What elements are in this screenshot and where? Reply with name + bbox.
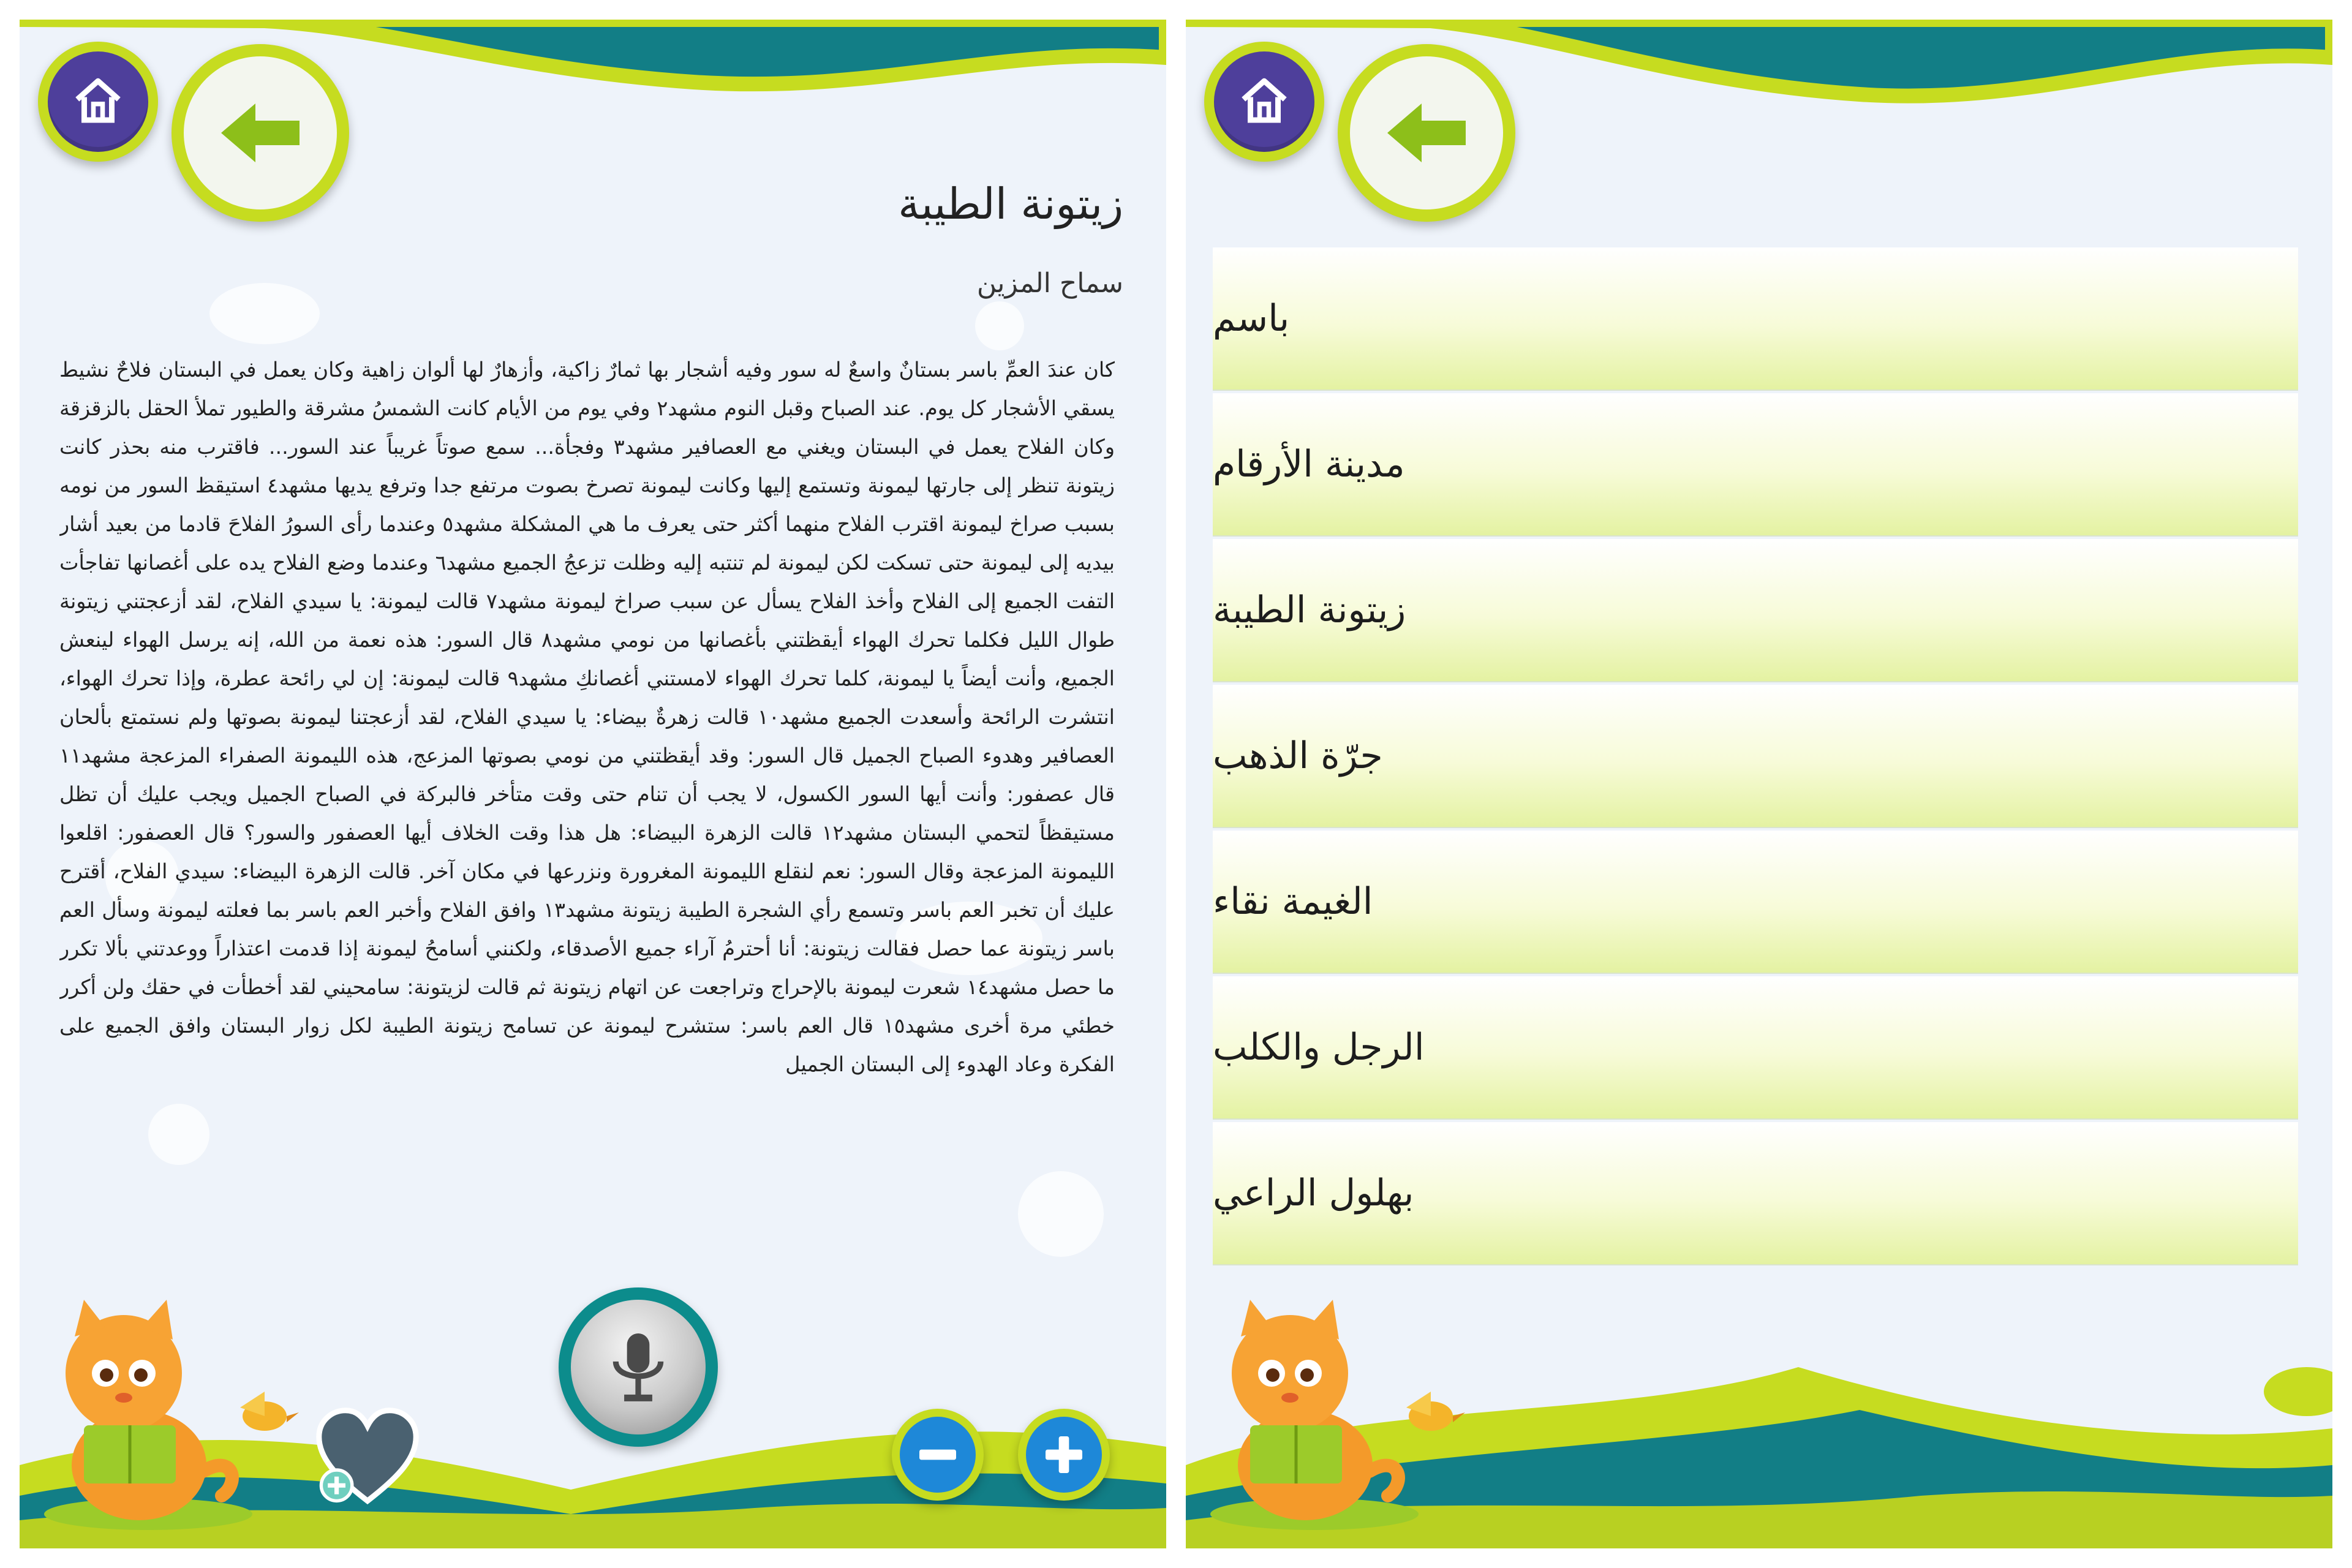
microphone-icon bbox=[605, 1327, 672, 1407]
story-text: كان عندَ العمِّ باسر بستانٌ واسعٌ له سور وفيه أشجار بها ثمارٌ زاكية، وأزهارٌ لها ألوان زاهية وكان يعمل في البستان فلاحٌ نشيط يسقي الأشجار كل يوم. عند الصباح وقبل النوم مشهد٢ وفي يوم من الأيام كانت الشمسُ مشرقة والطيور تملأ الحقل بالزقزقة وكان الفلاح يعمل في البستان ويغني مع العصافير مشهد٣ وفجأة... سمع صوتاً غريباً عند السور... فاقترب منه بحذر كانت زيتونة تنظر إلى جارتها ليمونة وتستمع إليها وكانت ليمونة تصرخ بصوت مرتفع جدا وترفع يديها مشهد٤ استيقظ السور من نومه بسبب صراخ ليمونة اقترب الفلاح منهما أكثر حتى يعرف ما هي المشكلة مشهد٥ وعندما رأى السورُ الفلاحَ قادما من بعيد أشار بيديه إلى ليمونة حتى تسكت لكن ليمونة لم تنتبه إليه وظلت تزعجُ الجميع مشهد٦ وعندما وضع الفلاح يده على أغصانها تفاجأت التفت الجميع إلى الفلاح وأخذ الفلاح يسأل عن سبب صراخ ليمونة مشهد٧ قالت ليمونة: يا سيدي الفلاح، لقد أزعجتني زيتونة طوال الليل فكلما تحرك الهواء أيقظتني بأغصانها من نومي مشهد٨ قال السور: هذه نعمة من الله، إنه يرسل الهواء لينعش الجميع، وأنت أيضاً يا ليمونة، كلما تحرك الهواء لامستني أغصانكِ مشهد٩ قالت ليمونة: إن لي رائحة عطرة، وإذا تحرك الهواء، انتشرت الرائحة وأسعدت الجميع مشهد١٠ قالت زهرةٌ بيضاء: يا سيدي الفلاح، لقد أزعجتنا ليمونة بصوتها ولم نستمتع بألحان العصافير وهدوء الصباح الجميل قال السور: وقد أيقظتني من نومي بصوتها المزعج، هذه الليمونة الصفراء المزعجة مشهد١١ قال عصفور: وأنت أيها السور الكسول، لا يجب أن تنام حتى وقت متأخر فالبركة في الصباح الجميل ويجب عليك أن تظل مستيقظاً لتحمي البستان مشهد١٢ قالت الزهرة البيضاء: هل هذا وقت الخلاف أيها العصفور والسور؟ قال العصفور: اقلعوا الليمونة المزعجة وقال السور: نعم لنقلع الليمونة المغرورة ونزرعها في مكان آخر. قالت الزهرة البيضاء: سيدي الفلاح، أقترح عليك أن تخبر العم باسر وتسمع رأي الشجرة الطيبة زيتونة مشهد١٣ وافق الفلاح وأخبر العم باسر بما فعلته ليمونة وسأل العم باسر زيتونة عما حصل فقالت زيتونة: أنا أحترمُ آراء جميع الأصدقاء، ولكنني أسامحُ ليمونة إذا قدمت اعتذاراً ووعدتني بألا تكرر ما حصل مشهد١٤ شعرت ليمونة بالإحراج وتراجعت عن اتهام زيتونة ثم قالت لزيتونة: سامحيني لقد أخطأت في حقك ولن أكرر خطئي مرة أخرى مشهد١٥ قال العم باسر: ستشرح ليمونة عن تسامح زيتونة الطيبة لكل زوار البستان وافق الجميع على الفكرة وعاد الهدوء إلى البستان الجميل bbox=[59, 358, 1115, 1076]
story-reader-screen bbox=[20, 20, 1166, 1548]
story-list-item[interactable] bbox=[1213, 393, 2298, 535]
story-list-item-label: زيتونة الطيبة bbox=[1213, 589, 1406, 631]
bird-illustration bbox=[228, 1385, 301, 1441]
story-author: سماح المزين bbox=[976, 268, 1123, 299]
back-button[interactable] bbox=[1338, 44, 1515, 222]
story-list-item[interactable] bbox=[1213, 539, 2298, 681]
home-button[interactable] bbox=[1204, 42, 1324, 162]
story-title: زيتونة الطيبة bbox=[898, 179, 1123, 229]
heart-plus-icon bbox=[312, 1404, 423, 1514]
story-list-item[interactable] bbox=[1213, 831, 2298, 973]
story-list-item[interactable] bbox=[1213, 685, 2298, 827]
plus-icon bbox=[1039, 1430, 1088, 1479]
add-favorite-button[interactable] bbox=[312, 1404, 423, 1514]
story-list-screen bbox=[1186, 20, 2332, 1548]
bird-illustration bbox=[1394, 1385, 1468, 1441]
story-list-item-label: مدينة الأرقام bbox=[1213, 443, 1405, 486]
story-list-item[interactable] bbox=[1213, 247, 2298, 390]
back-button[interactable] bbox=[172, 44, 349, 222]
record-audio-button[interactable] bbox=[559, 1287, 718, 1447]
story-list-item-label: باسم bbox=[1213, 297, 1290, 340]
story-list bbox=[1213, 247, 2298, 1268]
story-list-item-label: جرّة الذهب bbox=[1213, 734, 1383, 777]
story-list-item[interactable] bbox=[1213, 1122, 2298, 1264]
story-list-item-label: الغيمة نقاء bbox=[1213, 880, 1373, 923]
zoom-out-button[interactable] bbox=[892, 1409, 984, 1501]
home-button[interactable] bbox=[38, 42, 158, 162]
arrow-left-icon bbox=[1378, 96, 1476, 170]
story-list-item-label: الرجل والكلب bbox=[1213, 1026, 1425, 1069]
home-icon bbox=[70, 74, 126, 129]
zoom-in-button[interactable] bbox=[1018, 1409, 1110, 1501]
home-icon bbox=[1237, 74, 1292, 129]
story-list-item[interactable] bbox=[1213, 976, 2298, 1118]
story-list-item-label: بهلول الراعي bbox=[1213, 1172, 1414, 1215]
minus-icon bbox=[913, 1430, 962, 1479]
arrow-left-icon bbox=[211, 96, 309, 170]
